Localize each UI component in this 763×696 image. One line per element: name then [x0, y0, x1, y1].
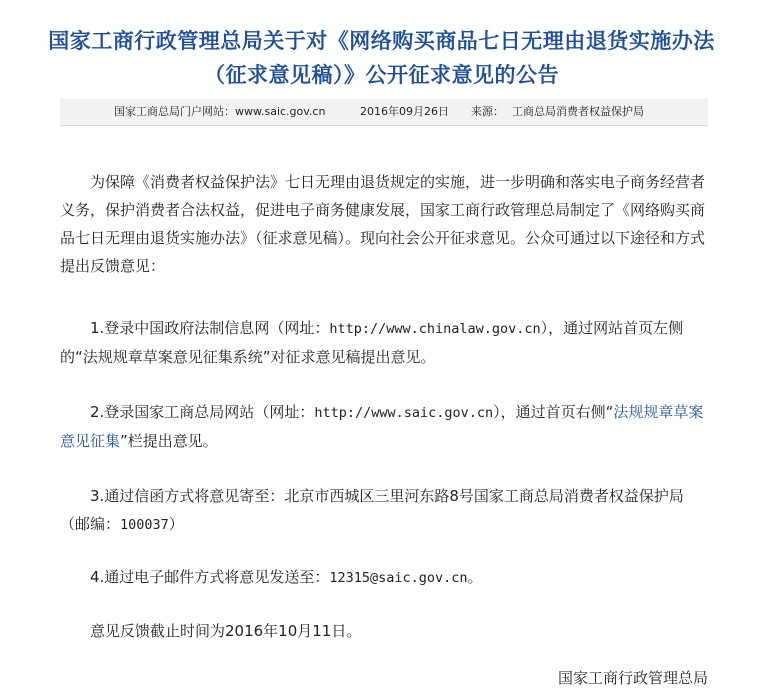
item-2-prefix: 2.登录国家工商总局网站（网址：	[90, 403, 315, 421]
publish-date: 2016年09月26日	[360, 105, 449, 118]
item-1-paragraph	[60, 314, 710, 371]
chinalaw-url-link[interactable]: http://www.chinalaw.gov.cn	[329, 321, 541, 337]
item-2-suffix: ”栏提出意见。	[120, 432, 218, 450]
portal-label: 国家工商总局门户网站：www.saic.gov.cn	[114, 105, 326, 118]
item-4-paragraph	[60, 563, 710, 592]
item-4-suffix: 。	[467, 568, 483, 586]
article-meta-bar	[60, 99, 708, 126]
signature: 国家工商行政管理总局	[557, 669, 708, 687]
draft-regulation-feedback-link[interactable]: 法规规章草案意见征集	[60, 403, 704, 450]
source-label: 来源：	[471, 105, 504, 118]
saic-url-link[interactable]: http://www.saic.gov.cn	[314, 405, 494, 421]
item-3-suffix: ）	[168, 515, 184, 533]
intro-paragraph: 为保障《消费者权益保护法》七日无理由退货规定的实施，进一步明确和落实电子商务经营者义务，保护消费者合法权益，促进电子商务健康发展，国家工商行政管理总局制定了《网络购买商品七日无理由退货实施办法》（征求意见稿）。现向社会公开征求意见。公众可通过以下途径和方式提出反馈意见：	[60, 173, 706, 275]
article-title: 国家工商行政管理总局关于对《网络购买商品七日无理由退货实施办法（征求意见稿）》公开征求意见的公告	[48, 29, 715, 88]
feedback-email-link[interactable]: 12315@saic.gov.cn	[329, 570, 468, 586]
postcode: 100037	[120, 517, 169, 533]
item-3-prefix: 3.通过信函方式将意见寄至：北京市西城区三里河东路8号国家工商总局消费者权益保护局（邮编：	[60, 487, 684, 533]
deadline-paragraph: 意见反馈截止时间为2016年10月11日。	[90, 622, 362, 640]
item-1-suffix: ），通过网站首页左侧的“法规规章草案意见征集系统”对征求意见稿提出意见。	[60, 319, 684, 366]
item-1-prefix: 1.登录中国政府法制信息网（网址：	[90, 319, 330, 337]
item-2-middle: ），通过首页右侧“	[493, 403, 614, 421]
source-name: 工商总局消费者权益保护局	[512, 105, 644, 118]
item-2-paragraph	[60, 398, 710, 455]
item-3-paragraph	[60, 482, 710, 539]
item-4-prefix: 4.通过电子邮件方式将意见发送至：	[90, 568, 330, 586]
